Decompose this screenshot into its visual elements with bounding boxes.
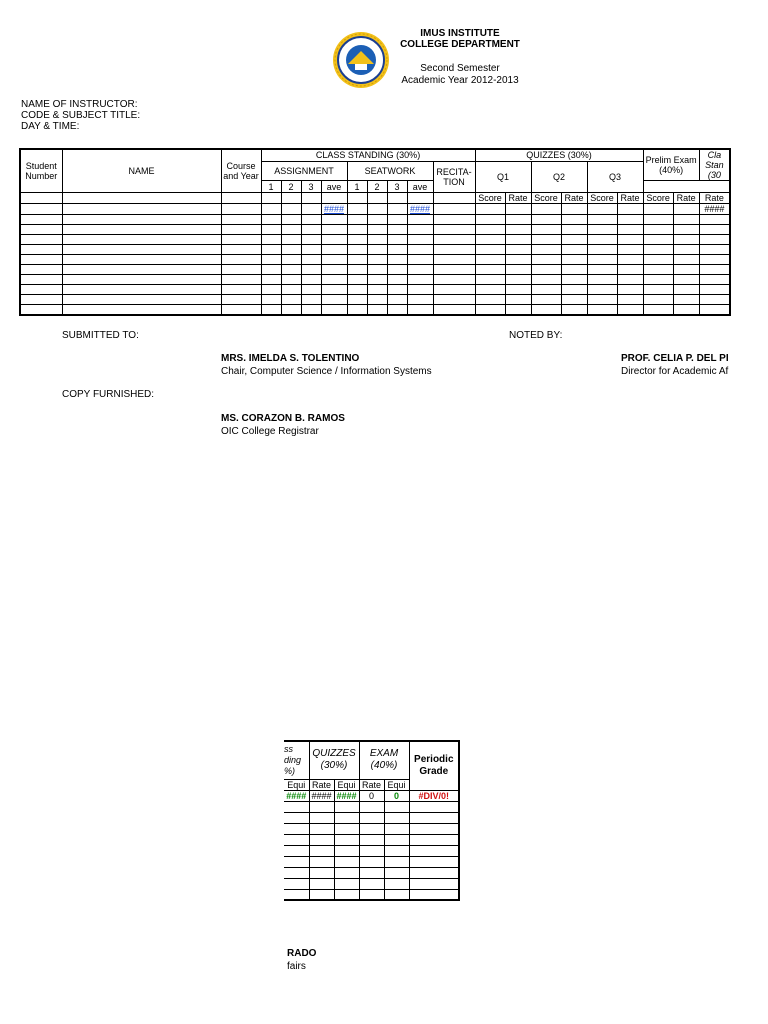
chair-title: Chair, Computer Science / Information Systems (221, 366, 432, 377)
academic-year: Academic Year 2012-2013 (401, 75, 519, 86)
continuation-sig-name: RADO (287, 948, 317, 959)
col-course-year: Course and Year (221, 149, 261, 193)
seatwork-1: 1 (347, 181, 367, 193)
grade-sheet-table (19, 148, 731, 316)
continuation-table (284, 740, 460, 901)
cs-rate-value: #### (699, 204, 730, 215)
q2-score: Score (531, 193, 561, 204)
assignment-ave: ave (321, 181, 347, 193)
cs-equi: Equi (284, 779, 309, 790)
subject-label: CODE & SUBJECT TITLE: (21, 110, 141, 121)
quizzes-equi-value: #### (334, 790, 359, 801)
col-assignment: ASSIGNMENT (261, 161, 347, 181)
continuation-page (286, 740, 460, 920)
col-q3: Q3 (587, 161, 643, 193)
col-class-standing-partial: Cla Stan (30 (699, 149, 730, 181)
col-class-standing: CLASS STANDING (30%) (261, 149, 475, 161)
seatwork-3: 3 (387, 181, 407, 193)
semester: Second Semester (420, 63, 500, 74)
col-q2: Q2 (531, 161, 587, 193)
cs-partial-line-1: ss (284, 743, 293, 754)
instructor-label: NAME OF INSTRUCTOR: (21, 99, 138, 110)
periodic-grade-value: #DIV/0! (409, 790, 459, 801)
seatwork-ave-value: #### (407, 204, 433, 215)
prelim-score: Score (643, 193, 673, 204)
col-student-number: Student Number (20, 149, 62, 193)
cs-partial-line-3: %) (284, 765, 295, 776)
student-rows (20, 215, 730, 315)
quizzes-rate: Rate (309, 779, 334, 790)
q3-score: Score (587, 193, 617, 204)
assignment-ave-value: #### (321, 204, 347, 215)
q1-score: Score (475, 193, 505, 204)
q1-rate: Rate (505, 193, 531, 204)
col-recitation: RECITA-TION (433, 161, 475, 193)
col-name: NAME (62, 149, 221, 193)
day-time-label: DAY & TIME: (21, 121, 80, 132)
assignment-1: 1 (261, 181, 281, 193)
assignment-3: 3 (301, 181, 321, 193)
col-quizzes: QUIZZES (30%) (475, 149, 643, 161)
col-seatwork: SEATWORK (347, 161, 433, 181)
registrar-name: MS. CORAZON B. RAMOS (221, 413, 345, 424)
exam-rate: Rate (359, 779, 384, 790)
noted-by-label: NOTED BY: (509, 330, 563, 341)
cont-quizzes-header: QUIZZES (30%) (309, 741, 359, 779)
q3-rate: Rate (617, 193, 643, 204)
cont-exam-header: EXAM (40%) (359, 741, 409, 779)
exam-equi: Equi (384, 779, 409, 790)
registrar-title: OIC College Registrar (221, 426, 319, 437)
cs-partial-header (284, 741, 309, 779)
col-q1: Q1 (475, 161, 531, 193)
quizzes-equi: Equi (334, 779, 359, 790)
assignment-2: 2 (281, 181, 301, 193)
exam-equi-value: 0 (384, 790, 409, 801)
quizzes-rate-value: #### (309, 790, 334, 801)
q2-rate: Rate (561, 193, 587, 204)
submitted-to-label: SUBMITTED TO: (62, 330, 139, 341)
seatwork-2: 2 (367, 181, 387, 193)
cs-partial-line-2: ding (284, 754, 302, 765)
cs-rate: Rate (699, 193, 730, 204)
seatwork-ave: ave (407, 181, 433, 193)
institution-name: IMUS INSTITUTE (420, 28, 500, 39)
department-name: COLLEGE DEPARTMENT (400, 39, 520, 50)
col-prelim-exam: Prelim Exam (40%) (643, 149, 699, 181)
exam-rate-value: 0 (359, 790, 384, 801)
cs-equi-value: #### (284, 790, 309, 801)
copy-furnished-label: COPY FURNISHED: (62, 389, 155, 400)
prelim-rate: Rate (673, 193, 699, 204)
director-name: PROF. CELIA P. DEL PI (621, 353, 729, 364)
director-title: Director for Academic Af (621, 366, 729, 377)
continuation-sig-title: fairs (287, 961, 306, 972)
chair-name: MRS. IMELDA S. TOLENTINO (221, 353, 360, 364)
periodic-grade-header: Periodic Grade (409, 741, 459, 790)
